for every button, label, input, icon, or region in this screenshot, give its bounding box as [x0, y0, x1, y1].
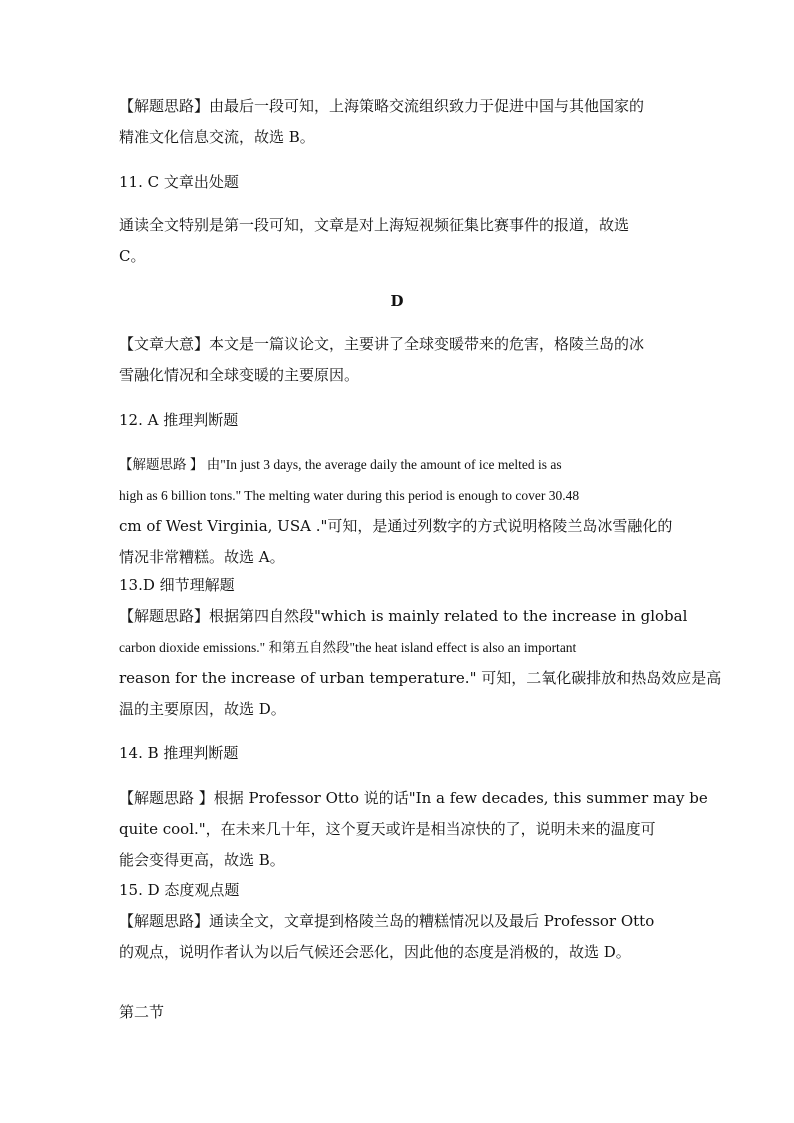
text-line: 雪融化情况和全球变暖的主要原因。	[119, 366, 360, 384]
paragraph-q15-explanation	[119, 906, 679, 968]
text-line: 【解题思路 】 由"In just 3 days, the average daily the amount of ice melted is as	[119, 457, 562, 472]
text-line: high as 6 billion tons." The melting water during this period is enough to cover 30.48	[119, 488, 580, 503]
text-line: 12. A 推理判断题	[119, 411, 239, 429]
text-line: 【文章大意】本文是一篇议论文，主要讲了全球变暖带来的危害，格陵兰岛的冰	[119, 335, 645, 353]
paragraph-summary	[119, 329, 679, 391]
text-line: 情况非常糟糕。故选 A。	[119, 548, 285, 566]
text-line: 【解题思路】通读全文，文章提到格陵兰岛的糟糕情况以及最后 Professor Otto	[119, 912, 655, 930]
text-line: 14. B 推理判断题	[119, 744, 239, 762]
text-line: carbon dioxide emissions." 和第五自然段"the heat island effect is also an important	[119, 640, 577, 655]
paragraph-q10-explanation	[119, 91, 679, 153]
text-line: 13.D 细节理解题	[119, 576, 235, 594]
section-2-heading	[119, 997, 679, 1028]
question-12-heading	[119, 405, 679, 436]
text-line: quite cool."，在未来几十年，这个夏天或许是相当凉快的了，说明未来的温度可	[119, 820, 656, 838]
text-line: 通读全文特别是第一段可知，文章是对上海短视频征集比赛事件的报道，故选	[119, 216, 630, 234]
text-line: 【解题思路】根据第四自然段"which is mainly related to the increase in global	[119, 607, 688, 625]
text-line: 【解题思路 】根据 Professor Otto 说的话"In a few decades, this summer may be	[119, 789, 708, 807]
question-15-heading	[119, 875, 679, 906]
text-line: 的观点，说明作者认为以后气候还会恶化，因此他的态度是消极的，故选 D。	[119, 943, 631, 961]
text-line: C。	[119, 247, 146, 265]
question-14-heading	[119, 738, 679, 769]
text-line: 精准文化信息交流，故选 B。	[119, 128, 315, 146]
text-line: 第二节	[119, 1003, 165, 1021]
section-d-heading	[119, 286, 675, 317]
question-11-heading	[119, 167, 679, 198]
text-line: reason for the increase of urban temperature." 可知，二氧化碳排放和热岛效应是高	[119, 669, 722, 687]
question-13-heading	[119, 570, 679, 601]
paragraph-q14-explanation	[119, 783, 708, 876]
paragraph-q13-explanation	[119, 601, 722, 725]
text-line: 能会变得更高，故选 B。	[119, 851, 285, 869]
paragraph-q12-explanation	[119, 449, 679, 573]
text-line: 15. D 态度观点题	[119, 881, 240, 899]
text-line: D	[390, 292, 404, 310]
paragraph-q11-explanation	[119, 210, 679, 272]
text-line: 温的主要原因，故选 D。	[119, 700, 286, 718]
text-line: 【解题思路】由最后一段可知，上海策略交流组织致力于促进中国与其他国家的	[119, 97, 645, 115]
text-line: cm of West Virginia, USA ."可知，是通过列数字的方式说明格陵兰岛冰雪融化的	[119, 517, 673, 535]
text-line: 11. C 文章出处题	[119, 173, 239, 191]
